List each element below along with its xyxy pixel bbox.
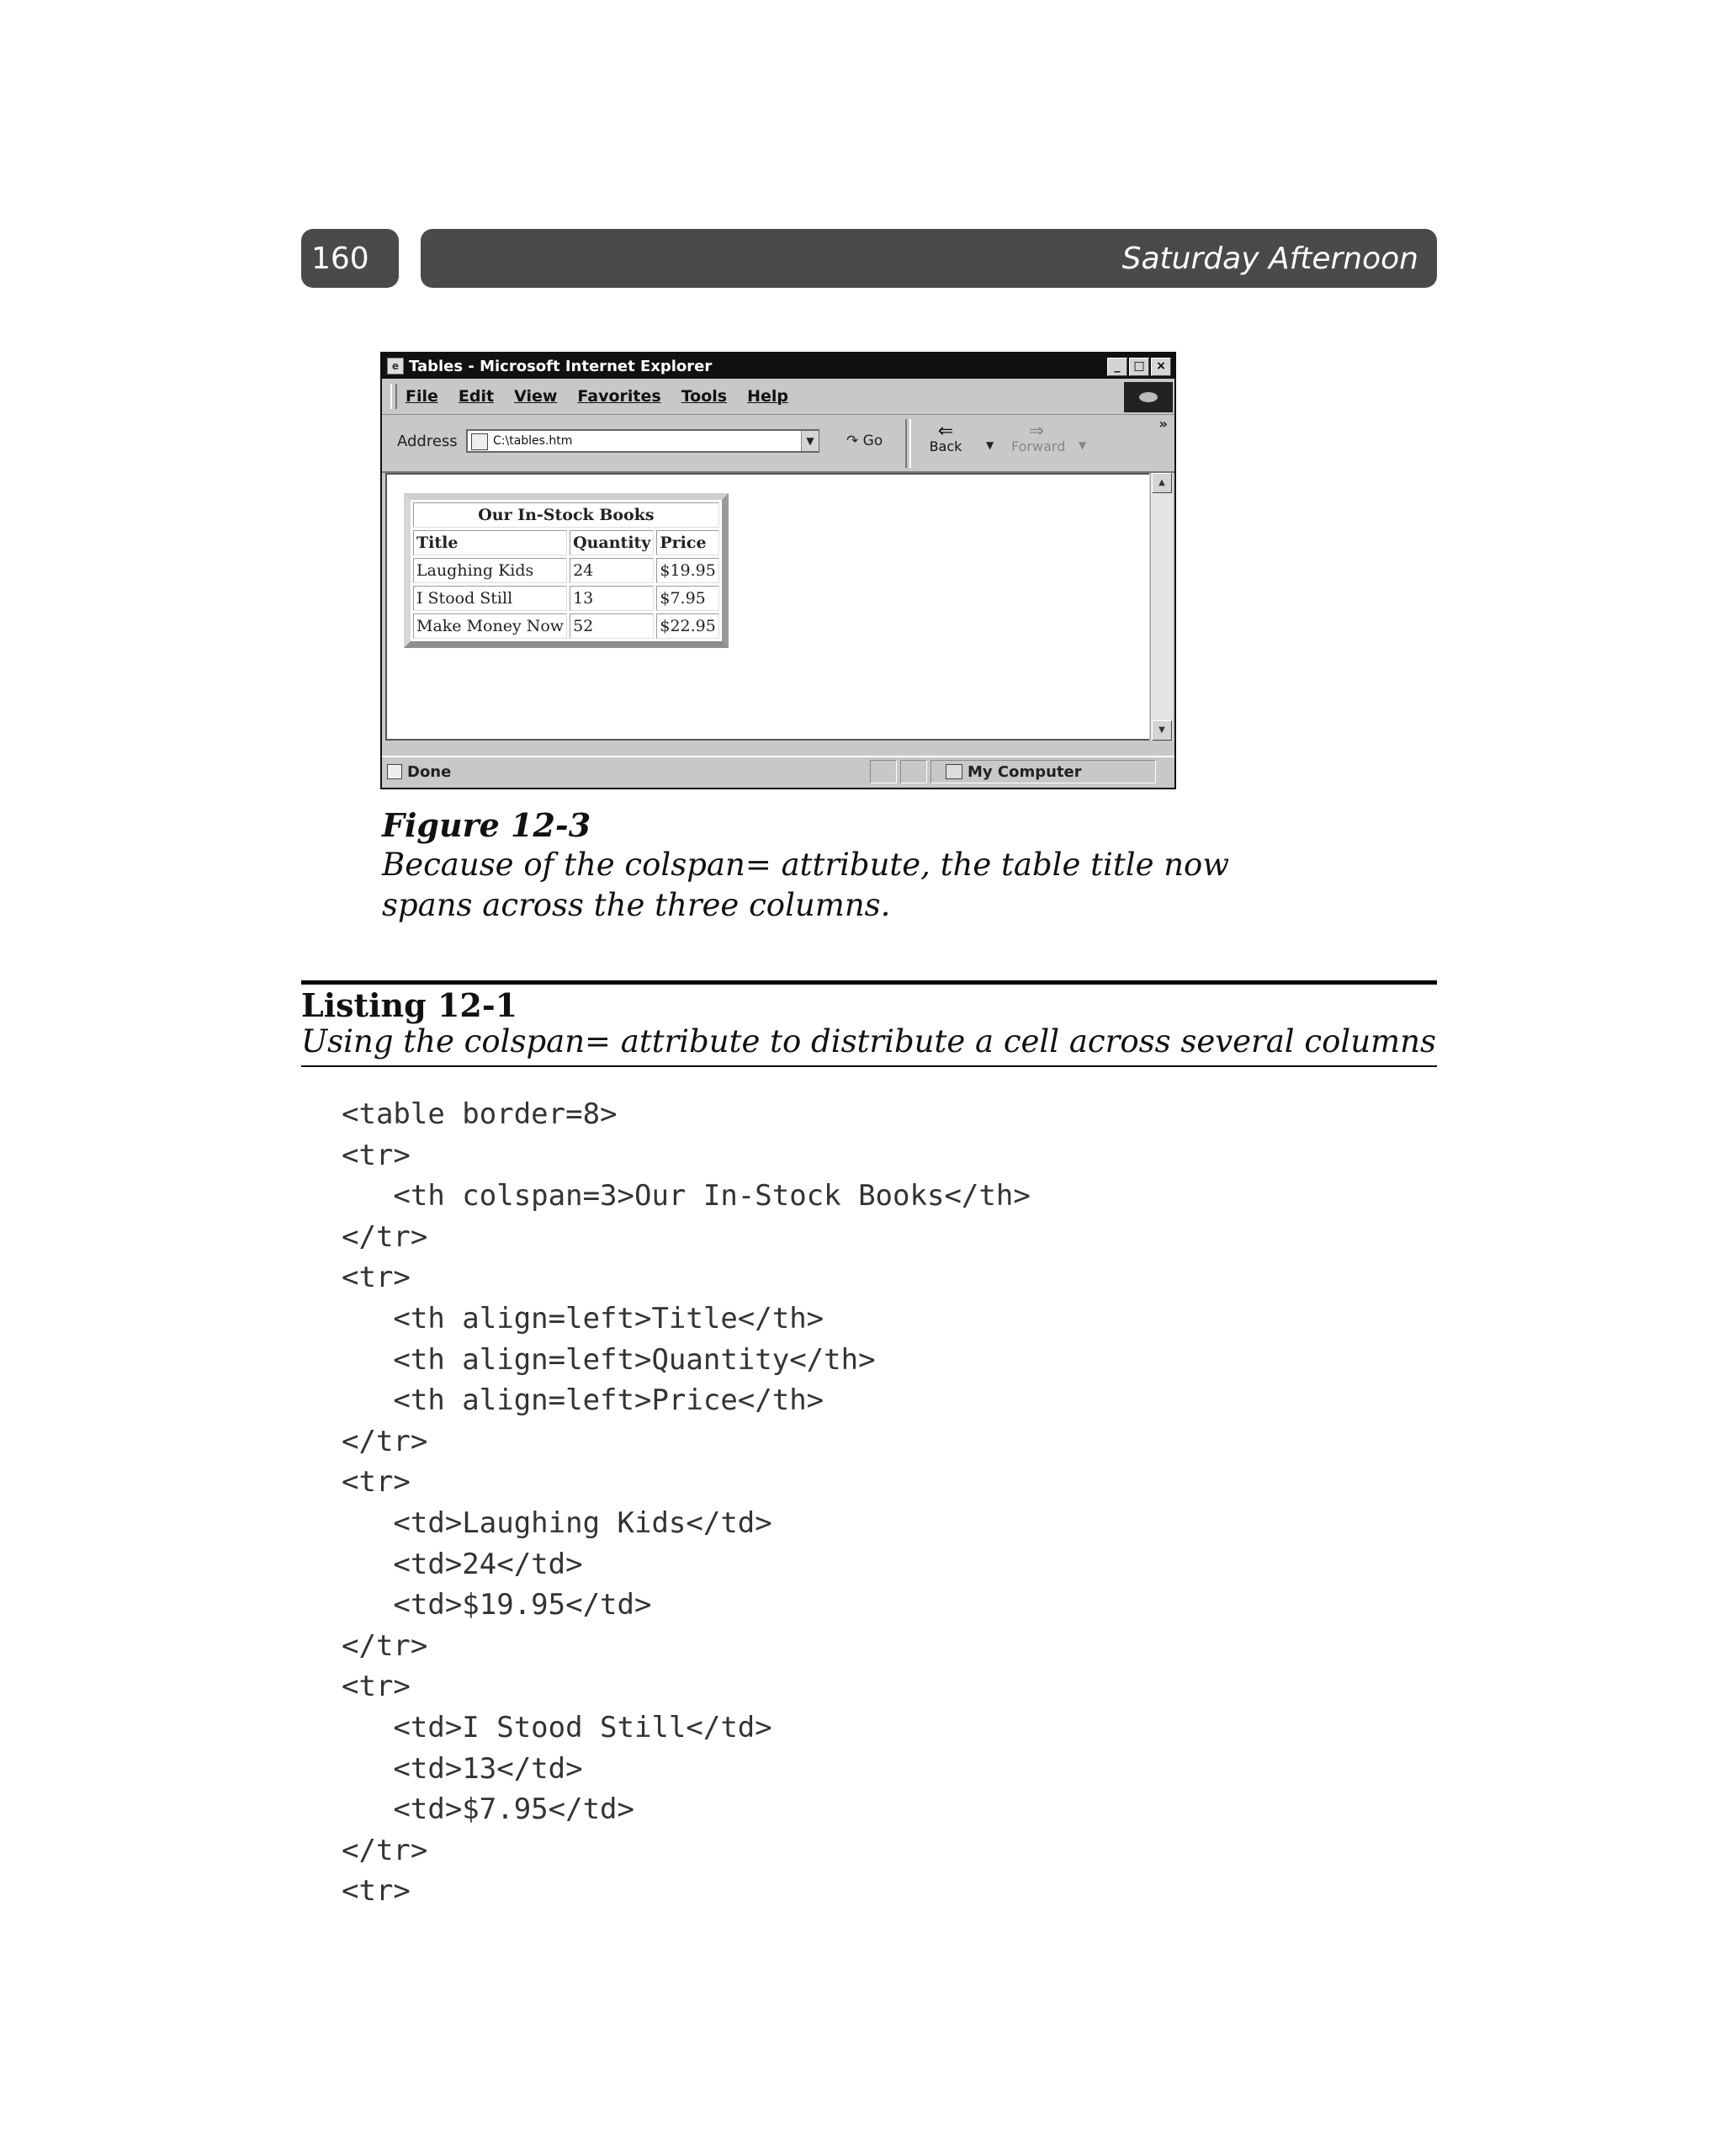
menu-file[interactable]: File — [406, 387, 438, 406]
table-row — [413, 502, 719, 528]
computer-icon — [946, 764, 962, 779]
go-label: Go — [862, 433, 883, 449]
back-dropdown-icon[interactable]: ▼ — [986, 439, 994, 451]
forward-dropdown-icon[interactable]: ▼ — [1079, 439, 1087, 451]
browser-toolbar — [382, 414, 1174, 473]
menu-edit[interactable]: Edit — [458, 387, 495, 406]
cell-title: I Stood Still — [413, 586, 567, 611]
vertical-scrollbar[interactable] — [1150, 473, 1173, 741]
code-line: <td>$19.95</td> — [342, 1588, 652, 1622]
toolbar-grip — [390, 384, 397, 409]
code-line: </tr> — [342, 1424, 428, 1458]
status-text: Done — [407, 763, 452, 781]
toolbar-overflow-icon[interactable]: » — [1158, 416, 1168, 432]
code-line: <td>$7.95</td> — [342, 1792, 634, 1827]
code-line: <tr> — [342, 1138, 411, 1172]
code-line: </tr> — [342, 1833, 428, 1867]
table-row — [413, 613, 719, 639]
back-arrow-icon: ⇐ — [937, 421, 954, 442]
code-line: <th align=left>Title</th> — [342, 1301, 824, 1336]
browser-status-bar — [382, 756, 1174, 788]
window-controls — [1107, 358, 1171, 376]
browser-window-title: Tables - Microsoft Internet Explorer — [409, 357, 713, 375]
windows-logo-icon — [1124, 382, 1173, 412]
browser-content-area — [385, 473, 1149, 741]
menu-tools[interactable]: Tools — [681, 387, 728, 406]
code-listing — [342, 1094, 1031, 1912]
menu-view[interactable]: View — [514, 387, 558, 406]
cell-quantity: 24 — [570, 558, 654, 583]
cell-title: Laughing Kids — [413, 558, 567, 583]
listing-top-rule — [301, 980, 1437, 985]
browser-menu-bar — [382, 379, 1174, 415]
listing-bottom-rule — [301, 1065, 1437, 1067]
figure-caption: Because of the colspan= attribute, the table title now spans across the three columns. — [382, 847, 1230, 923]
figure-number: Figure 12-3 — [382, 806, 591, 844]
forward-button[interactable] — [1011, 421, 1066, 454]
back-label: Back — [929, 438, 962, 454]
cell-quantity: 13 — [570, 586, 654, 611]
browser-screenshot-figure — [380, 352, 1176, 789]
minimize-icon[interactable]: _ — [1107, 358, 1127, 376]
listing-title: Listing 12-1 — [301, 986, 518, 1024]
header-title: Title — [413, 530, 567, 555]
cell-price: $7.95 — [656, 586, 718, 611]
page-icon — [471, 433, 488, 450]
go-button[interactable] — [846, 433, 883, 449]
code-line: <tr> — [342, 1670, 411, 1704]
books-table — [404, 493, 729, 648]
header-quantity: Quantity — [570, 530, 654, 555]
code-line: <td>I Stood Still</td> — [342, 1710, 772, 1744]
menu-favorites[interactable]: Favorites — [577, 387, 661, 406]
cell-price: $22.95 — [656, 613, 718, 639]
page-number-tab — [301, 229, 399, 288]
code-line: </tr> — [342, 1628, 428, 1663]
scroll-up-icon[interactable]: ▲ — [1152, 473, 1172, 493]
code-line: <th align=left>Price</th> — [342, 1383, 824, 1418]
forward-label: Forward — [1011, 438, 1066, 454]
code-line: <tr> — [342, 1874, 411, 1909]
status-panel — [900, 760, 927, 783]
address-field[interactable] — [466, 429, 819, 453]
cell-title: Make Money Now — [413, 613, 567, 639]
table-row — [413, 586, 719, 611]
code-line: <td>Laughing Kids</td> — [342, 1505, 772, 1540]
ie-icon: e — [387, 358, 404, 374]
address-label: Address — [397, 433, 458, 450]
table-caption-cell: Our In-Stock Books — [413, 502, 719, 528]
chapter-header-bar — [421, 229, 1437, 288]
page-done-icon — [387, 764, 402, 779]
go-arrow-icon: ↷ — [846, 433, 859, 449]
address-dropdown-icon[interactable]: ▼ — [801, 431, 819, 451]
table-row — [413, 530, 719, 555]
close-icon[interactable]: × — [1151, 358, 1171, 376]
browser-title-bar — [382, 353, 1174, 379]
maximize-icon[interactable]: □ — [1129, 358, 1149, 376]
listing-description: Using the colspan= attribute to distribute a cell across several columns — [301, 1023, 1436, 1059]
status-panel — [870, 760, 897, 783]
code-line: <td>24</td> — [342, 1547, 583, 1581]
menu-help[interactable]: Help — [747, 387, 788, 406]
code-line: <td>13</td> — [342, 1751, 583, 1786]
address-value: C:\tables.htm — [493, 434, 573, 448]
scroll-down-icon[interactable]: ▼ — [1152, 720, 1172, 741]
back-button[interactable] — [920, 421, 971, 454]
code-line: <table border=8> — [342, 1097, 618, 1131]
toolbar-separator — [905, 419, 911, 468]
code-line: </tr> — [342, 1219, 428, 1254]
code-line: <tr> — [342, 1261, 411, 1295]
header-price: Price — [656, 530, 718, 555]
chapter-title: Saturday Afternoon — [1121, 241, 1418, 276]
forward-arrow-icon: ⇒ — [1028, 421, 1045, 442]
code-line: <th align=left>Quantity</th> — [342, 1342, 876, 1377]
cell-price: $19.95 — [656, 558, 718, 583]
code-line: <tr> — [342, 1465, 411, 1500]
page-number: 160 — [311, 241, 369, 276]
zone-text: My Computer — [968, 763, 1082, 781]
table-row — [413, 558, 719, 583]
code-line: <th colspan=3>Our In-Stock Books</th> — [342, 1179, 1031, 1213]
cell-quantity: 52 — [570, 613, 654, 639]
